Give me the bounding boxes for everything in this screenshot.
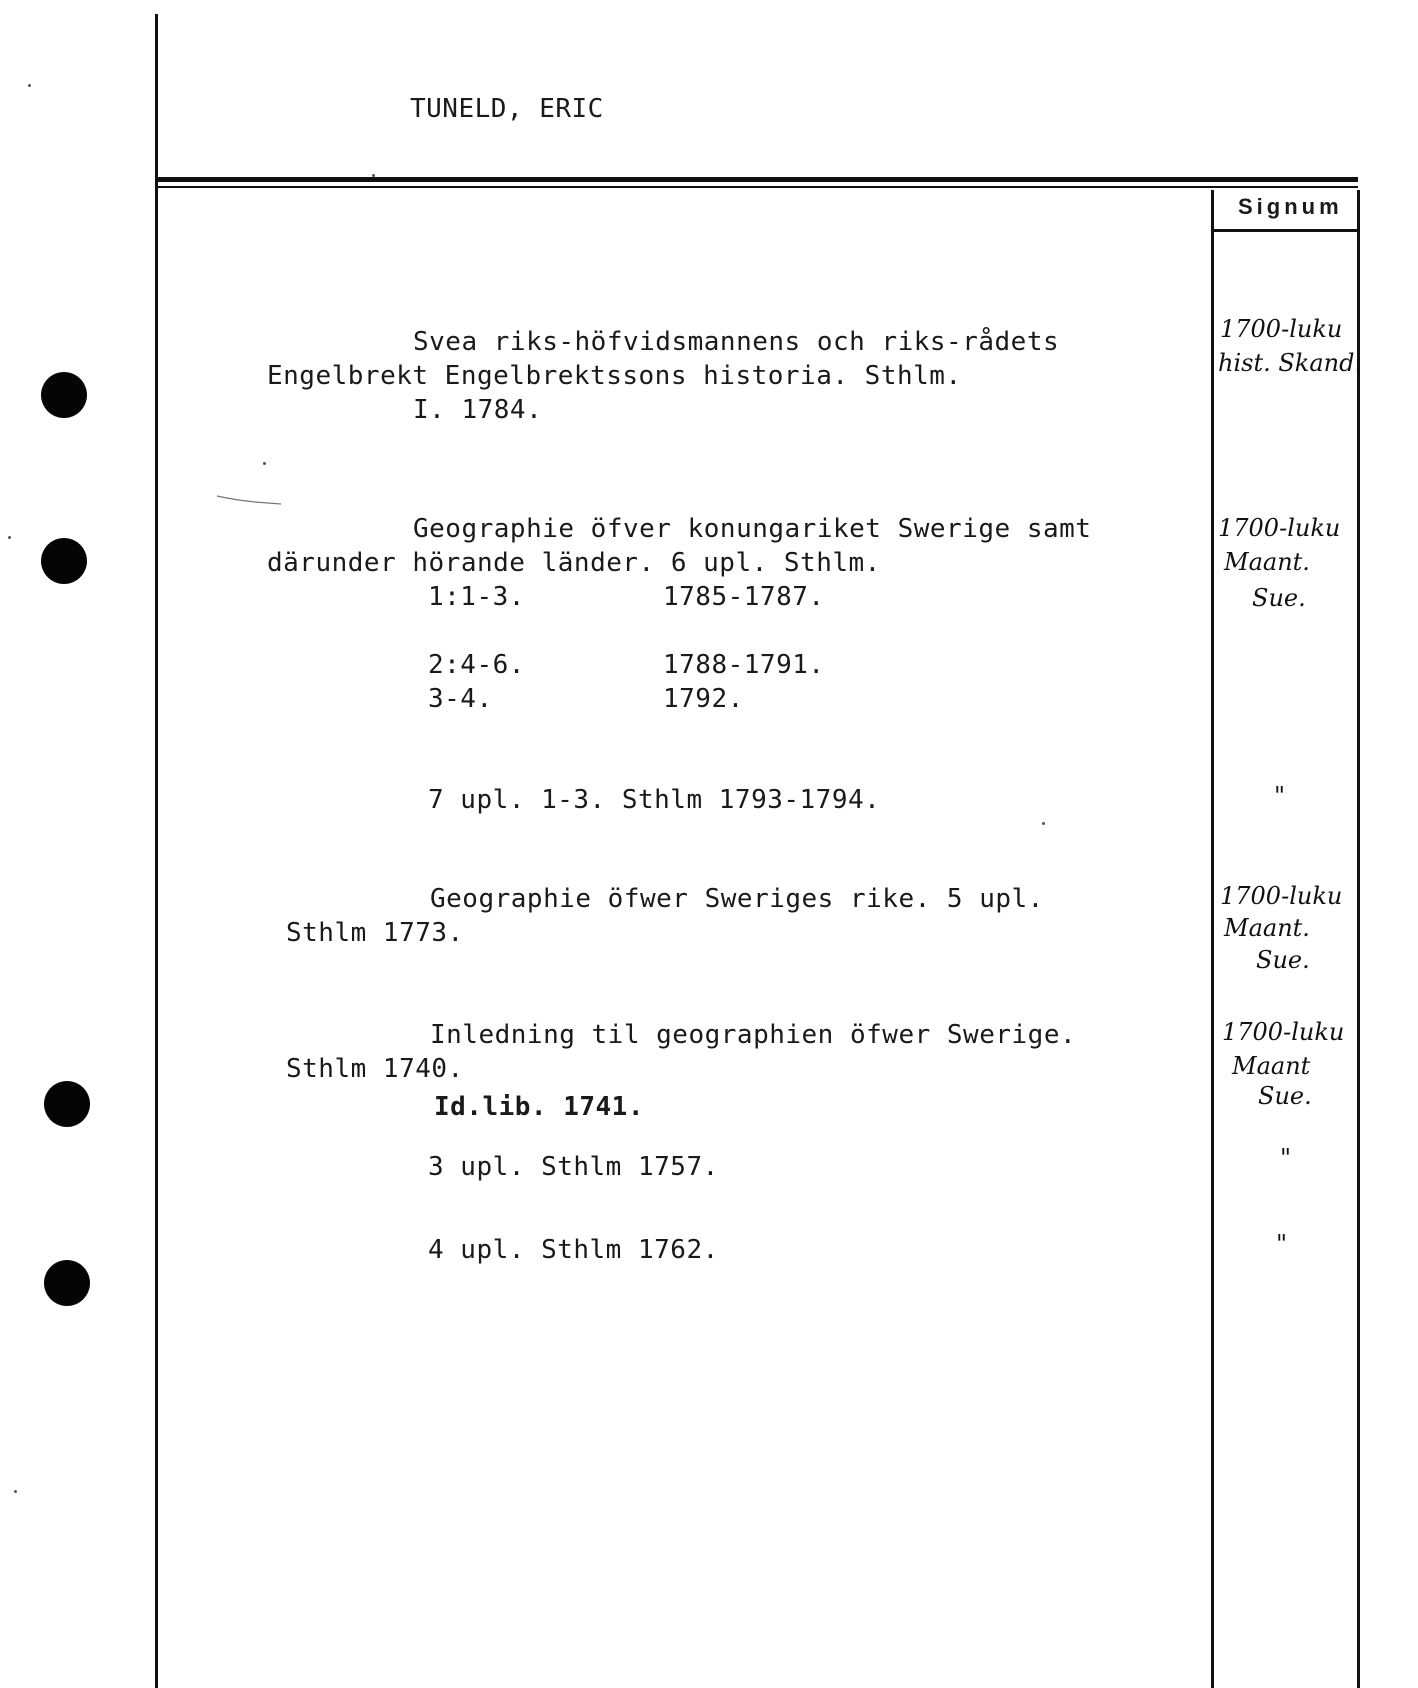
entry-4-signum-1: 1700-luku — [1220, 882, 1343, 910]
header-rule-thin — [157, 186, 1358, 188]
ink-speck — [1042, 822, 1045, 825]
entry-2-years-1: 1785-1787. — [663, 582, 825, 612]
signum-header-rule — [1213, 229, 1357, 232]
entry-7-line-1: 4 upl. Sthlm 1762. — [428, 1235, 719, 1265]
ink-speck — [8, 536, 11, 539]
entry-2-years-2: 1788-1791. — [663, 650, 825, 680]
entry-4-signum-3: Sue. — [1256, 946, 1310, 974]
header-rule-thick — [157, 177, 1358, 182]
ink-speck — [14, 1490, 17, 1493]
entry-2-line-1: Geographie öfver konungariket Swerige samt — [413, 514, 1092, 544]
entry-6-line-1: 3 upl. Sthlm 1757. — [428, 1152, 719, 1182]
left-margin-rule — [155, 14, 158, 1688]
entry-2-signum-3: Sue. — [1252, 584, 1306, 612]
punch-hole — [44, 1081, 90, 1127]
entry-2-signum-1: 1700-luku — [1218, 514, 1341, 542]
punch-hole — [41, 538, 87, 584]
entry-5-signum-2: Maant — [1232, 1052, 1311, 1080]
entry-5-bold-line: Id.lib. 1741. — [434, 1092, 644, 1122]
entry-2-line-2: därunder hörande länder. 6 upl. Sthlm. — [267, 548, 881, 578]
entry-2-vol-2: 2:4-6. — [428, 650, 525, 680]
ink-speck — [28, 84, 31, 87]
entry-2-vol-1: 1:1-3. — [428, 582, 525, 612]
entry-5-line-1: Inledning til geographien öfwer Swerige. — [430, 1020, 1077, 1050]
punch-hole — [41, 372, 87, 418]
entry-1-signum-1: 1700-luku — [1220, 315, 1343, 343]
entry-5-signum-1: 1700-luku — [1222, 1018, 1345, 1046]
entry-4-signum-2: Maant. — [1224, 914, 1310, 942]
entry-1-line-3: I. 1784. — [413, 395, 543, 425]
entry-1-signum-2: hist. Skand. — [1218, 349, 1363, 377]
entry-7-signum: " — [1276, 1230, 1288, 1258]
entry-2-signum-2: Maant. — [1224, 548, 1310, 576]
entry-1-line-1: Svea riks-höfvidsmannens och riks-rådets — [413, 327, 1060, 357]
entry-2-years-3: 1792. — [663, 684, 744, 714]
signum-header: Signum — [1238, 194, 1343, 219]
entry-4-line-1: Geographie öfwer Sweriges rike. 5 upl. — [430, 884, 1044, 914]
signum-column-left-rule — [1211, 190, 1214, 1688]
entry-4-line-2: Sthlm 1773. — [286, 918, 464, 948]
entry-5-signum-3: Sue. — [1258, 1082, 1312, 1110]
entry-3-line-1: 7 upl. 1-3. Sthlm 1793-1794. — [428, 785, 881, 815]
entry-2-vol-3: 3-4. — [428, 684, 493, 714]
entry-5-line-2: Sthlm 1740. — [286, 1054, 464, 1084]
entry-6-signum: " — [1280, 1144, 1292, 1172]
author-heading: TUNELD, ERIC — [410, 94, 604, 124]
entry-3-signum: " — [1274, 782, 1286, 810]
ink-speck — [372, 174, 375, 177]
signum-column-right-rule — [1357, 190, 1360, 1688]
ink-stroke-mark — [215, 490, 285, 510]
punch-hole — [44, 1260, 90, 1306]
ink-speck — [263, 462, 266, 465]
entry-1-line-2: Engelbrekt Engelbrektssons historia. Sthlm. — [267, 361, 962, 391]
